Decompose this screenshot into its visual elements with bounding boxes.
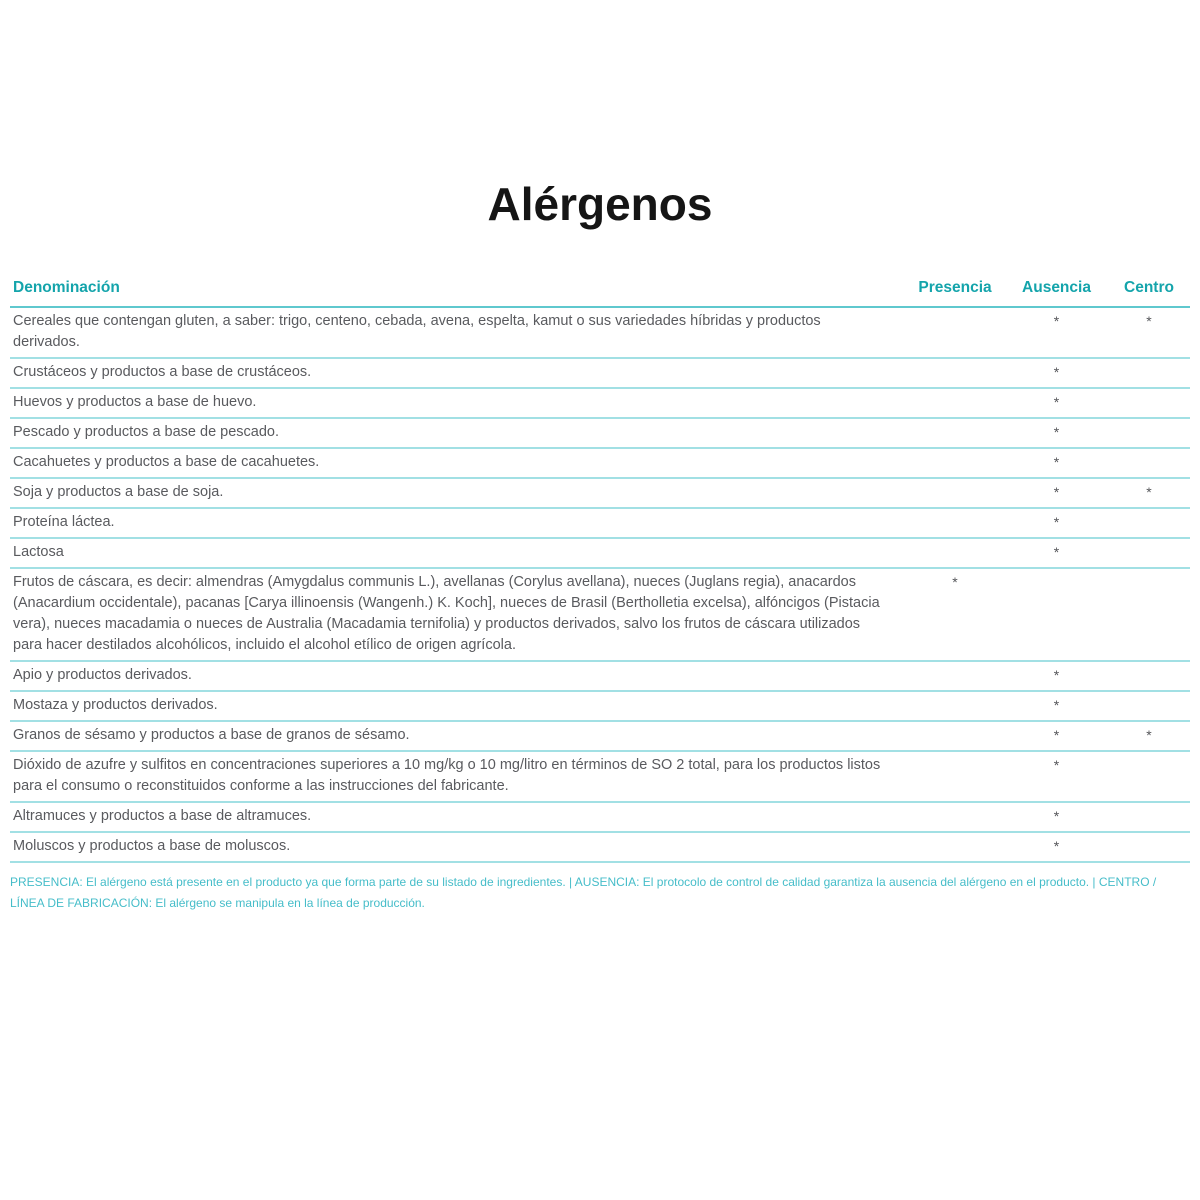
ausencia-mark: * [1005, 448, 1108, 478]
ausencia-mark: * [1005, 538, 1108, 568]
allergen-name: Proteína láctea. [10, 508, 905, 538]
table-row [10, 538, 1190, 568]
presencia-mark [905, 751, 1005, 802]
ausencia-mark [1005, 568, 1108, 661]
table-row [10, 388, 1190, 418]
allergen-name: Huevos y productos a base de huevo. [10, 388, 905, 418]
column-header-ausencia: Ausencia [1005, 273, 1108, 307]
presencia-mark: * [905, 568, 1005, 661]
table-row [10, 307, 1190, 358]
presencia-mark [905, 358, 1005, 388]
presencia-mark [905, 418, 1005, 448]
allergen-name: Apio y productos derivados. [10, 661, 905, 691]
ausencia-mark: * [1005, 691, 1108, 721]
centro-mark [1108, 508, 1190, 538]
page-title: Alérgenos [487, 178, 713, 230]
allergen-name: Granos de sésamo y productos a base de granos de sésamo. [10, 721, 905, 751]
table-row [10, 751, 1190, 802]
table-row [10, 691, 1190, 721]
centro-mark [1108, 568, 1190, 661]
centro-mark [1108, 802, 1190, 832]
presencia-mark [905, 478, 1005, 508]
column-header-presencia: Presencia [905, 273, 1005, 307]
legend-text: PRESENCIA: El alérgeno está presente en el producto ya que forma parte de su listado de ingredientes. | AUSENCIA: El protocolo de control de calidad garantiza la ausencia del alérgeno en el producto. | CENTRO / LÍNEA DE FABRICACIÓN: El alérgeno se manipula en la línea de producción. [10, 875, 1157, 911]
table-row [10, 358, 1190, 388]
ausencia-mark: * [1005, 508, 1108, 538]
table-row [10, 508, 1190, 538]
centro-mark: * [1108, 478, 1190, 508]
centro-mark [1108, 661, 1190, 691]
presencia-mark [905, 508, 1005, 538]
table-row [10, 721, 1190, 751]
allergen-name: Dióxido de azufre y sulfitos en concentraciones superiores a 10 mg/kg o 10 mg/litro en términos de SO 2 total, para los productos listos para el consumo o reconstituidos conforme a las instrucciones del fabricante. [10, 751, 905, 802]
centro-mark: * [1108, 307, 1190, 358]
allergen-name: Cacahuetes y productos a base de cacahuetes. [10, 448, 905, 478]
ausencia-mark: * [1005, 388, 1108, 418]
table-row [10, 448, 1190, 478]
centro-mark [1108, 691, 1190, 721]
column-header-centro: Centro [1108, 273, 1190, 307]
allergen-table [10, 273, 1190, 863]
allergen-name: Altramuces y productos a base de altramuces. [10, 802, 905, 832]
allergen-name: Lactosa [10, 538, 905, 568]
presencia-mark [905, 448, 1005, 478]
ausencia-mark: * [1005, 661, 1108, 691]
table-row [10, 661, 1190, 691]
ausencia-mark: * [1005, 832, 1108, 862]
table-row [10, 832, 1190, 862]
ausencia-mark: * [1005, 307, 1108, 358]
presencia-mark [905, 691, 1005, 721]
centro-mark [1108, 751, 1190, 802]
centro-mark [1108, 538, 1190, 568]
centro-mark [1108, 358, 1190, 388]
presencia-mark [905, 307, 1005, 358]
table-row [10, 802, 1190, 832]
table-row [10, 478, 1190, 508]
centro-mark [1108, 388, 1190, 418]
column-header-denominacion: Denominación [10, 273, 905, 307]
ausencia-mark: * [1005, 358, 1108, 388]
centro-mark [1108, 832, 1190, 862]
ausencia-mark: * [1005, 802, 1108, 832]
centro-mark [1108, 418, 1190, 448]
table-header-row [10, 273, 1190, 307]
table-row [10, 568, 1190, 661]
allergen-name: Soja y productos a base de soja. [10, 478, 905, 508]
centro-mark: * [1108, 721, 1190, 751]
allergen-name: Pescado y productos a base de pescado. [10, 418, 905, 448]
presencia-mark [905, 538, 1005, 568]
ausencia-mark: * [1005, 478, 1108, 508]
allergen-name: Cereales que contengan gluten, a saber: trigo, centeno, cebada, avena, espelta, kamut o sus variedades híbridas y productos derivados. [10, 307, 905, 358]
allergen-name: Moluscos y productos a base de moluscos. [10, 832, 905, 862]
allergen-name: Mostaza y productos derivados. [10, 691, 905, 721]
ausencia-mark: * [1005, 721, 1108, 751]
presencia-mark [905, 661, 1005, 691]
presencia-mark [905, 721, 1005, 751]
ausencia-mark: * [1005, 418, 1108, 448]
allergen-name: Crustáceos y productos a base de crustáceos. [10, 358, 905, 388]
presencia-mark [905, 832, 1005, 862]
allergen-name: Frutos de cáscara, es decir: almendras (Amygdalus communis L.), avellanas (Corylus avellana), nueces (Juglans regia), anacardos (Anacardium occidentale), pacanas [Carya illinoensis (Wangenh.) K. Koch], nueces de Brasil (Bertholletia excelsa), alfóncigos (Pistacia vera), nueces macadamia o nueces de Australia (Macadamia ternifolia) y productos derivados, salvo los frutos de cáscara utilizados para hacer destilados alcohólicos, incluido el alcohol etílico de origen agrícola. [10, 568, 905, 661]
table-row [10, 418, 1190, 448]
presencia-mark [905, 802, 1005, 832]
centro-mark [1108, 448, 1190, 478]
ausencia-mark: * [1005, 751, 1108, 802]
presencia-mark [905, 388, 1005, 418]
